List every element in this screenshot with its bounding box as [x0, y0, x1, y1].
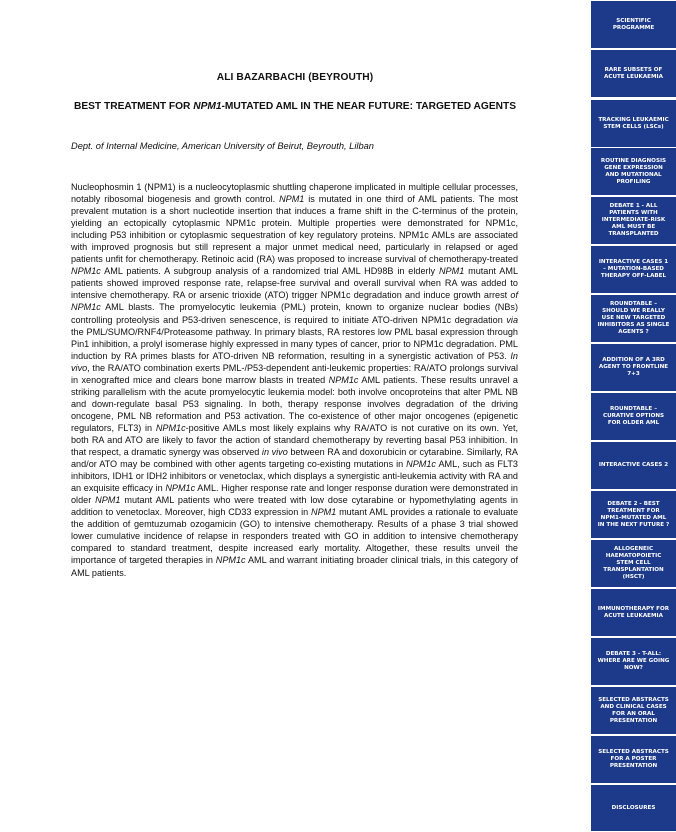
abstract-text: the PML/SUMO/RNF4/Proteasome pathway. In primary blasts, RA restores low PML basal expression through Pin1 inhibition, a prolyl isomerase highly expressed in many types of cancer, prior to NPM1c degradation. PML induction by RA primes blasts for ATO-driven NB reformation, resulting in a synergistic activation of P53.: [71, 326, 518, 361]
abstract-italic-term: In vivo: [71, 350, 518, 373]
abstract-text: AML patients. A subgroup analysis of a randomized trial AML HD98B in elderly: [100, 266, 439, 277]
sidebar-nav-label: DEBATE 2 - BEST TREATMENT FOR NPM1-MUTATED AML IN THE NEXT FUTURE ?: [597, 500, 670, 528]
sidebar-nav-label: SELECTED ABSTRACTS FOR A POSTER PRESENTATION: [598, 749, 669, 769]
sidebar-nav-item[interactable]: [591, 197, 676, 244]
author-heading: ALI BAZARBACHI (BEYROUTH): [216, 72, 374, 83]
sidebar-nav-item[interactable]: [591, 344, 676, 391]
abstract-italic-term: NPM1c: [71, 266, 101, 277]
abstract-italic-term: NPM1: [311, 507, 337, 518]
abstract-text: between RA and doxorubicin or cytarabine. Similarly, RA and/or ATO may be combined with other agents targeting co-existing mutations in: [71, 447, 518, 470]
abstract-italic-term: via: [506, 314, 518, 325]
sidebar-nav-label: DEBATE 1 - ALL PATIENTS WITH INTERMEDIATE-RISK AML MUST BE TRANSPLANTED: [601, 203, 666, 237]
sidebar-nav-item[interactable]: [591, 589, 676, 636]
affiliation: Dept. of Internal Medicine, American University of Beirut, Beyrouth, Lilban: [71, 141, 374, 151]
title-gene: NPM1: [193, 101, 222, 112]
abstract-italic-term: NPM1c: [215, 555, 246, 566]
sidebar-nav-label: ADDITION OF A 3RD AGENT TO FRONTLINE 7+3: [598, 357, 669, 377]
sidebar-nav-label: RARE SUBSETS OF ACUTE LEUKAEMIA: [604, 66, 663, 80]
abstract-title: [0, 101, 590, 112]
sidebar-nav-label: SCIENTIFIC PROGRAMME: [612, 17, 655, 31]
sidebar-nav-label: ROUNDTABLE – CURATIVE OPTIONS FOR OLDER AML: [602, 406, 665, 426]
abstract-text: AML, such as FLT3 inhibitors, IDH1 or IDH2 inhibitors or venetoclax, which displays a synergistic anti-leukemia activity with RA and an exquisite efficacy in: [71, 459, 518, 494]
programme-sidebar: [590, 0, 676, 832]
sidebar-nav-label: DEBATE 3 - T-ALL: WHERE ARE WE GOING NOW?: [597, 651, 670, 671]
abstract-text: , the RA/ATO combination exerts PML-/P53-dependent anti-leukemic properties: RA/ATO prolongs survival in xenografted mice and clears bone marrow blasts in treated: [71, 362, 518, 385]
sidebar-nav-label: TRACKING LEUKAEMIC STEM CELLS (LSCs): [598, 116, 669, 130]
sidebar-nav-item[interactable]: [591, 1, 676, 48]
sidebar-nav-item[interactable]: [591, 491, 676, 538]
abstract-text: AML. Higher response rate and longer response duration were demonstrated in older: [71, 483, 518, 506]
sidebar-nav-item[interactable]: [591, 736, 676, 783]
sidebar-nav-item[interactable]: [591, 687, 676, 734]
abstract-italic-term: NPM1: [95, 495, 121, 506]
sidebar-nav-item[interactable]: [591, 540, 676, 587]
abstract-text: AML patients. These results unravel a striking parallelism with the acute promyelocytic leukemia model: both involve oncoproteins that alter PML NB and down-regulate basal P53 signaling. In both, therapy response involves degradation of the driving oncogene, PML NB reformation and P53 activation. The co-existence of other major oncogenes (epigenetic regulators, FLT3) in: [71, 374, 518, 433]
abstract-italic-term: NPM1c: [328, 374, 359, 385]
abstract-italic-term: NPM1c: [155, 422, 186, 433]
abstract-text: AML blasts. The promyelocytic leukemia (PML) protein, known to organize nuclear bodies (NBs) controlling proteolysis and P53-driven senescence, is required to initiate ATO-driven NPM1c degradation: [71, 302, 518, 325]
title-suffix: -MUTATED AML IN THE NEAR FUTURE: TARGETED AGENTS: [221, 101, 517, 112]
sidebar-nav-label: INTERACTIVE CASES 2: [598, 462, 669, 468]
sidebar-nav-label: DISCLOSURES: [611, 804, 656, 811]
sidebar-nav-label: IMMUNOTHERAPY FOR ACUTE LEUKAEMIA: [597, 605, 670, 619]
sidebar-nav-item[interactable]: [591, 246, 676, 293]
abstract-italic-term: NPM1c: [165, 483, 196, 494]
abstract-text: is mutated in one third of AML patients. The most prevalent mutation is a short nucleotide insertion that induces a frame shift in the C-terminus of the protein, yielding an ectopically cytoplasmic NPM1c protein. Multiple properties were demonstrated for NPM1c, including P53 inhibition or cytoplasmic sequestration of key regulatory proteins. NPM1c AMLs are associated with improved prognosis but still represent a major unmet medical need, particularly in relapsed or aged patients unfit for chemotherapy. Retinoic acid (RA) was proposed to increase survival of chemotherapy-treated: [71, 194, 519, 265]
abstract-italic-term: NPM1c: [406, 459, 436, 470]
sidebar-nav-label: ROUNDTABLE – SHOULD WE REALLY USE NEW TARGETED INHIBITORS AS SINGLE AGENTS ?: [597, 301, 670, 335]
abstract-text: -positive AMLs most likely explains why RA/ATO is not curative on its own. Yet, both RA and ATO are likely to favor the action of standard chemotherapy by reverting basal P53 inhibition. In that respect, a dramatic synergy was observed: [71, 422, 518, 458]
abstract-text: mutant AML provides a rationale to evaluate the addition of gemtuzumab ozogamicin (GO) to intensive chemotherapy. Results of a phase 3 trial showed lower cumulative incidence of relapse in responders treated with GO in addition to intensive chemotherapy compared to standard treatment, despite increased early mortality. Altogether, these results unveil the importance of targeted therapies in: [71, 507, 518, 566]
sidebar-nav-label: ALLOGENEIC HAEMATOPOIETIC STEM CELL TRANSPLANTATION (HSCT): [603, 546, 664, 580]
abstract-text: mutant AML patients showed improved response rate, relapse-free survival and overall survival when RA was added to intensive chemotherapy. RA or arsenic trioxide (ATO) trigger NPM1c degradation and induce growth arrest: [71, 266, 518, 301]
abstract-italic-term: NPM1: [438, 266, 465, 277]
sidebar-nav-item[interactable]: [591, 50, 676, 97]
sidebar-nav-item[interactable]: [591, 295, 676, 342]
abstract-italic-term: NPM1: [279, 194, 305, 205]
sidebar-nav-label: ROUTINE DIAGNOSIS GENE EXPRESSION AND MUTATIONAL PROFILING: [600, 157, 667, 185]
sidebar-nav-item[interactable]: [591, 638, 676, 685]
abstract-body: [71, 181, 518, 579]
sidebar-nav-item[interactable]: [591, 785, 676, 831]
sidebar-nav-item[interactable]: [591, 393, 676, 440]
sidebar-nav-item[interactable]: [591, 148, 676, 195]
abstract-italic-term: of NPM1c: [71, 290, 518, 313]
title-prefix: BEST TREATMENT FOR: [73, 101, 194, 112]
abstract-text: Nucleophosmin 1 (NPM1) is a nucleocytoplasmic shuttling chaperone implicated in multiple cellular processes, notably ribosomal biogenesis and growth control.: [71, 182, 518, 205]
abstract-italic-term: in vivo: [261, 447, 288, 458]
sidebar-nav-label: SELECTED ABSTRACTS AND CLINICAL CASES FOR AN ORAL PRESENTATION: [598, 696, 669, 724]
sidebar-nav-item[interactable]: [591, 442, 676, 489]
sidebar-nav-item[interactable]: [591, 100, 676, 147]
abstract-text: AML and warrant initiating broader clinical trials, in this category of AML patients.: [71, 555, 518, 578]
abstract-text: mutant AML patients who were treated with low dose cytarabine or hypomethylating agents in addition to venetoclax. Moreover, high CD33 expression in: [71, 495, 518, 518]
sidebar-nav-label: INTERACTIVE CASES 1 – MUTATION-BASED THERAPY OFF-LABEL: [598, 259, 669, 279]
